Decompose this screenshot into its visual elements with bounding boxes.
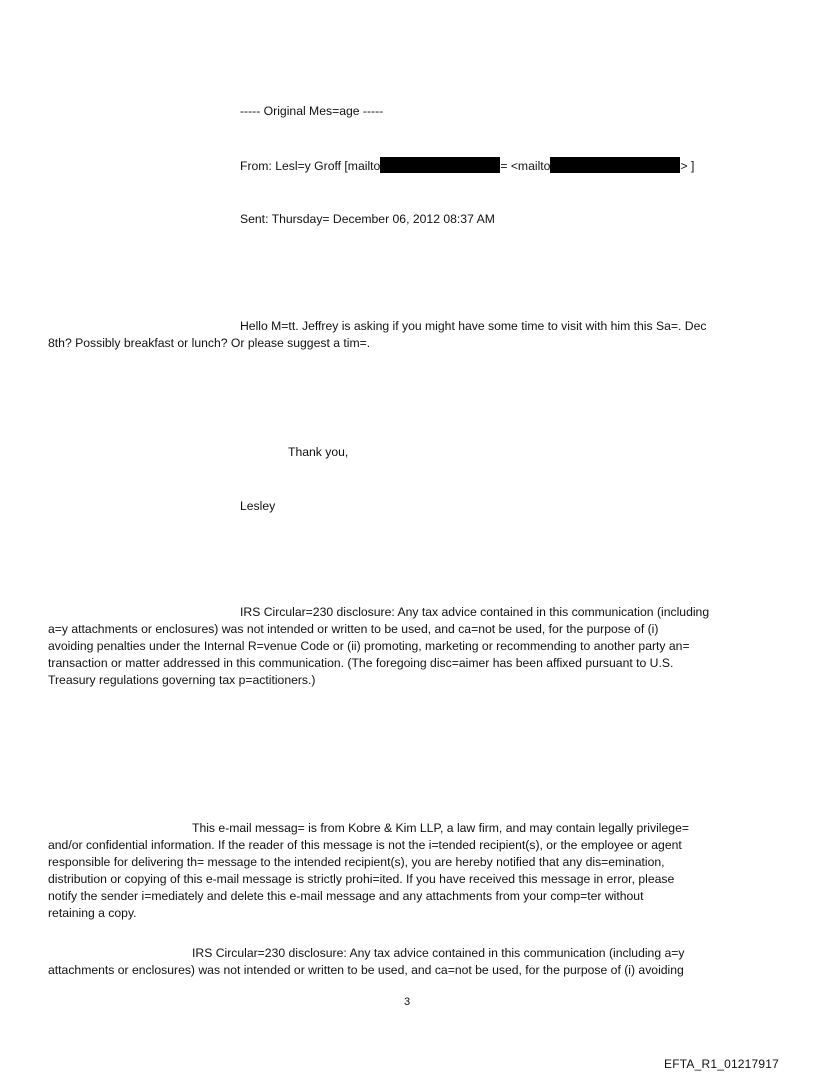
- from-prefix: From: Lesl=y Groff [mailto: [240, 159, 381, 173]
- from-middle: = <mailto: [500, 159, 551, 173]
- confidentiality-line: responsible for delivering th= message to the intended recipient(s), you are hereby notified that any dis=emination,: [48, 855, 665, 869]
- disclaimer-line: IRS Circular=230 disclosure: Any tax advice contained in this communication (including: [240, 605, 710, 619]
- from-line: [240, 157, 694, 175]
- thanks-line: Thank you,: [288, 445, 349, 459]
- document-id: EFTA_R1_01217917: [664, 1057, 780, 1071]
- disclaimer-line: transaction or matter addressed in this communication. (The foregoing disc=aimer has been affixed pursuant to U.S.: [48, 656, 674, 670]
- greeting-line: Hello M=tt. Jeffrey is asking if you might have some time to visit with him this Sa=. Dec: [240, 319, 707, 333]
- disclaimer-line: avoiding penalties under the Internal R=venue Code or (ii) promoting, marketing or recommending to another party an=: [48, 639, 690, 653]
- confidentiality-line: This e-mail messag= is from Kobre & Kim LLP, a law firm, and may contain legally privilege=: [192, 821, 689, 835]
- confidentiality-line: distribution or copying of this e-mail message is strictly prohi=ited. If you have received this message in error, please: [48, 872, 675, 886]
- disclaimer-line: Treasury regulations governing tax p=actitioners.): [48, 673, 316, 687]
- confidentiality-line: and/or confidential information. If the reader of this message is not the i=tended recipient(s), or the employee or agent: [48, 838, 682, 852]
- sent-line: Sent: Thursday= December 06, 2012 08:37 AM: [240, 212, 495, 226]
- disclaimer-line: attachments or enclosures) was not intended or written to be used, and ca=not be used, for the purpose of (i) avoiding: [48, 963, 684, 977]
- redaction-box: [550, 157, 680, 173]
- disclaimer-line: IRS Circular=230 disclosure: Any tax advice contained in this communication (including a=y: [192, 946, 685, 960]
- disclaimer-line: a=y attachments or enclosures) was not intended or written to be used, and ca=not be used, for the purpose of (i): [48, 622, 659, 636]
- greeting-line: 8th? Possibly breakfast or lunch? Or please suggest a tim=.: [48, 336, 371, 350]
- page-number: 3: [404, 996, 411, 1008]
- redaction-box: [380, 157, 500, 173]
- confidentiality-line: retaining a copy.: [48, 906, 137, 920]
- original-message-separator: ----- Original Mes=age -----: [240, 104, 384, 118]
- confidentiality-line: notify the sender i=mediately and delete this e-mail message and any attachments from your comp=ter without: [48, 889, 644, 903]
- from-suffix: > ]: [680, 159, 695, 173]
- signature: Lesley: [240, 499, 276, 513]
